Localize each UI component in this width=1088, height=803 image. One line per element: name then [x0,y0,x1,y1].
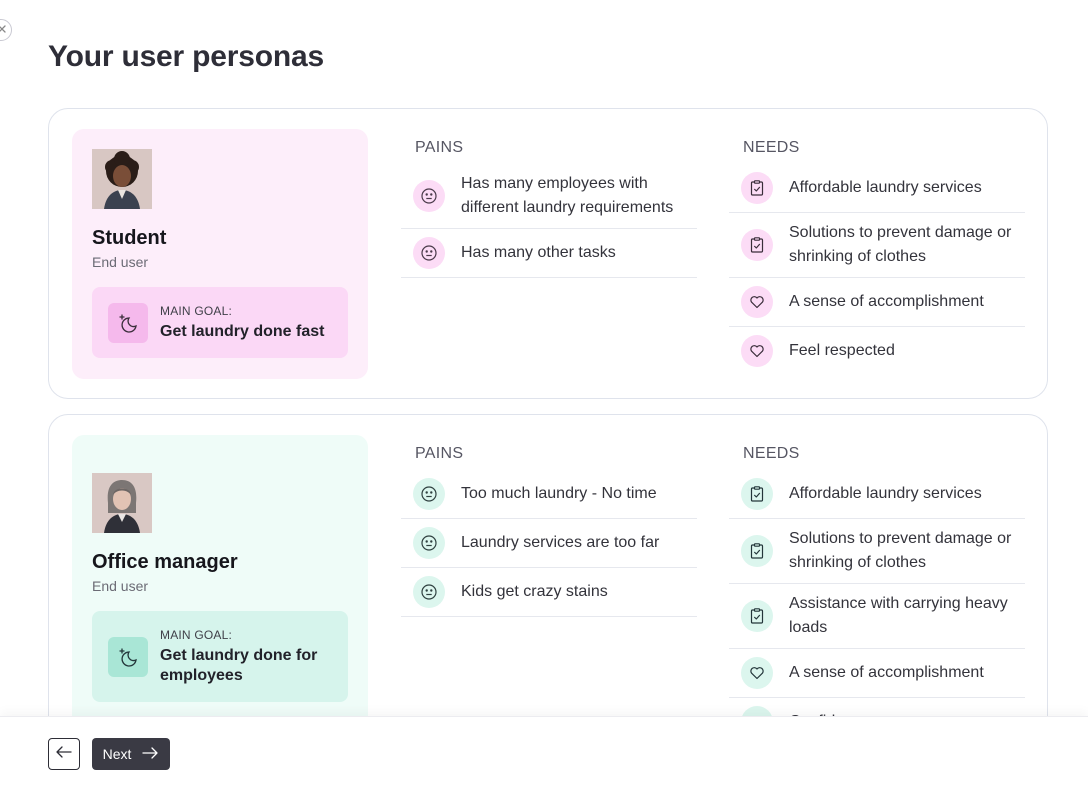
need-text: Affordable laundry services [789,179,982,196]
pain-text: Laundry services are too far [461,534,660,551]
need-text: A sense of accomplishment [789,664,984,681]
persona-name: Office manager [92,551,238,573]
need-item [729,213,1025,278]
neutral-face-icon [413,478,445,510]
pains-heading: PAINS [415,445,464,462]
heart-icon [741,286,773,318]
heart-icon [741,657,773,689]
neutral-face-icon [413,527,445,559]
neutral-face-icon [413,576,445,608]
main-goal-box [92,611,348,702]
heart-icon [741,335,773,367]
neutral-face-icon [413,237,445,269]
needs-list [729,164,1025,375]
persona-profile [72,435,368,735]
sparkle-moon-icon [108,637,148,677]
next-button[interactable] [92,738,170,770]
main-goal-box [92,287,348,358]
persona-name: Student [92,227,167,249]
page-title: Your user personas [48,40,324,73]
pain-text: Has many employees with different laundry requirements [461,175,674,216]
need-text: Affordable laundry services [789,485,982,502]
need-item [729,649,1025,698]
clipboard-check-icon [741,478,773,510]
pain-item [401,229,697,278]
main-goal-text: Get laundry done fast [160,322,325,340]
need-text: Solutions to prevent damage or shrinking of clothes [789,224,1012,265]
pains-heading: PAINS [415,139,464,156]
need-text: Solutions to prevent damage or shrinking of clothes [789,530,1012,571]
pain-text: Too much laundry - No time [461,485,657,502]
persona-role: End user [92,578,149,594]
avatar [92,149,152,209]
pain-text: Kids get crazy stains [461,583,608,600]
pain-text: Has many other tasks [461,244,616,261]
pain-item [401,568,697,617]
main-goal-label: MAIN GOAL: [160,303,233,318]
need-text: Assistance with carrying heavy loads [789,595,1008,636]
pains-list [401,164,697,278]
need-item [729,470,1025,519]
need-text: A sense of accomplishment [789,293,984,310]
needs-heading: NEEDS [743,445,800,462]
need-item [729,584,1025,649]
arrow-left-icon [55,745,73,764]
sparkle-moon-icon [108,303,148,343]
main-goal-text: Get laundry done for employees [160,646,318,684]
need-item [729,519,1025,584]
pain-item [401,470,697,519]
needs-heading: NEEDS [743,139,800,156]
neutral-face-icon [413,180,445,212]
personas-scroll-area[interactable] [0,108,1088,716]
need-text: Feel respected [789,342,895,359]
close-button[interactable] [0,19,12,41]
avatar [92,473,152,533]
needs-list [729,470,1025,747]
persona-profile [72,129,368,379]
persona-card-student [48,108,1048,399]
back-button[interactable] [48,738,80,770]
persona-card-office-manager [48,414,1048,754]
need-item [729,327,1025,375]
next-button-label: Next [102,746,132,762]
clipboard-check-icon [741,600,773,632]
main-goal-label: MAIN GOAL: [160,627,233,642]
pain-item [401,164,697,229]
arrow-right-icon [141,746,159,763]
pain-item [401,519,697,568]
clipboard-check-icon [741,172,773,204]
footer-bar [0,716,1088,803]
persona-role: End user [92,254,149,270]
need-item [729,278,1025,327]
close-icon [0,21,7,39]
pains-list [401,470,697,617]
clipboard-check-icon [741,535,773,567]
need-item [729,164,1025,213]
clipboard-check-icon [741,229,773,261]
